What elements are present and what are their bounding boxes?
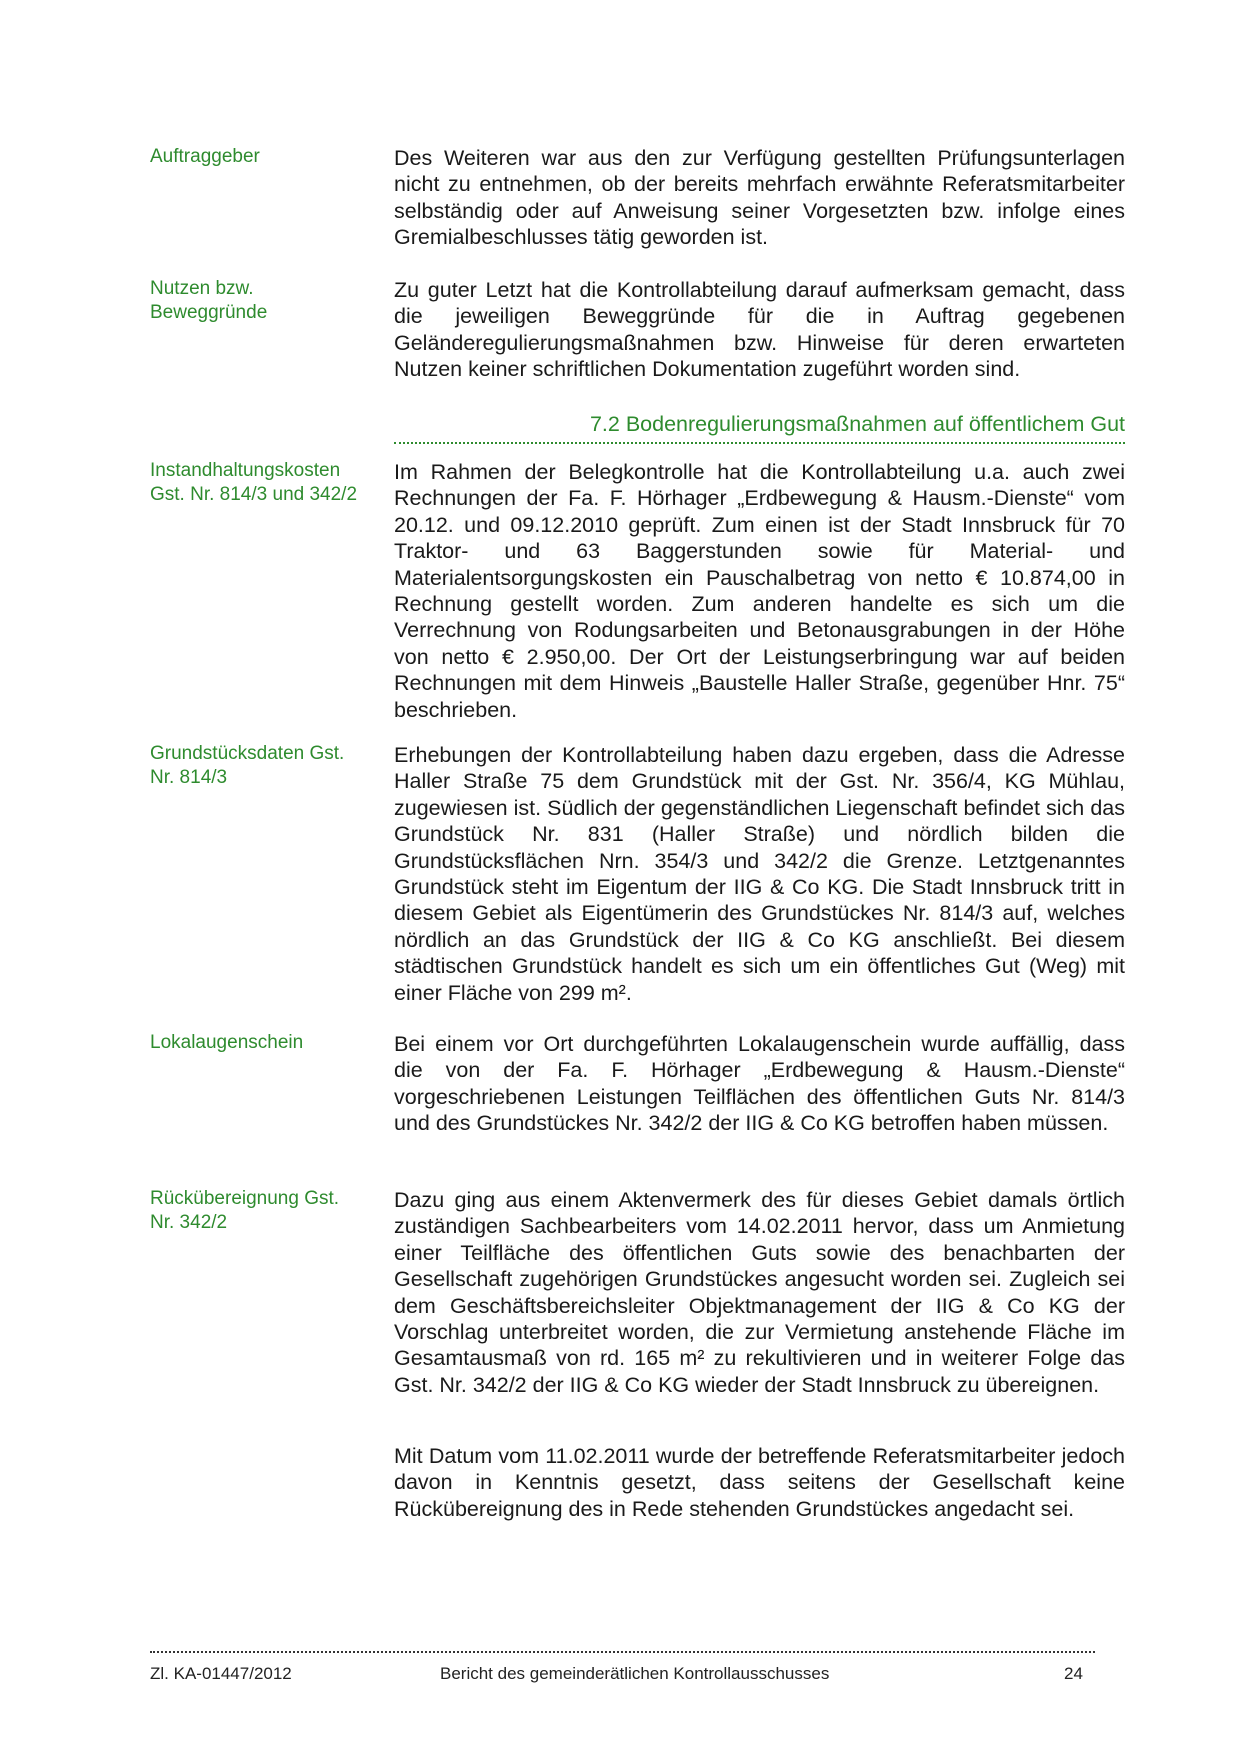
footer-title: Bericht des gemeinderätlichen Kontrollausschusses [440,1664,830,1683]
paragraph: Im Rahmen der Belegkontrolle hat die Kontrollabteilung u.a. auch zwei Rechnungen der Fa. F. Hörhager „Erdbewegung & Hausm.-Dienste“ vom 20.12. und 09.12.2010 geprüft. Zum einen ist der Stadt Innsbruck für 70 Traktor- und 63 Baggerstunden sowie für Material- und Materialentsorgungskosten ein Pauschalbetrag von netto € 10.874,00 in Rechnung gestellt worden. Zum anderen handelte es sich um die Verrechnung von Rodungsarbeiten und Betonausgrabungen in der Höhe von netto € 2.950,00. Der Ort der Leistungserbringung war auf beiden Rechnungen mit dem Hinweis „Baustelle Haller Straße, gegenüber Hnr. 75“ beschrieben. [394,460,1125,722]
page-number: 24 [1064,1664,1083,1683]
margin-label: Instandhaltungskosten Gst. Nr. 814/3 und 342/2 [150,460,358,505]
paragraph: Dazu ging aus einem Aktenvermerk des für dieses Gebiet damals örtlich zuständigen Sachbearbeiters vom 14.02.2011 hervor, dass um Anmietung einer Teilfläche des öffentlichen Guts sowie des benachbarten der Gesellschaft zugehörigen Grundstückes angesucht worden sei. Zugleich sei dem Geschäftsbereichsleiter Objektmanagement der IIG & Co KG der Vorschlag unterbreitet worden, die zur Vermietung anstehende Fläche im Gesamtausmaß von rd. 165 m² zu rekultivieren und in weiterer Folge das Gst. Nr. 342/2 der IIG & Co KG wieder der Stadt Innsbruck zu übereignen. [394,1188,1125,1397]
footer-reference: Zl. KA-01447/2012 [150,1664,292,1683]
section-heading: 7.2 Bodenregulierungsmaßnahmen auf öffentlichem Gut [394,410,1125,444]
paragraph: Erhebungen der Kontrollabteilung haben dazu ergeben, dass die Adresse Haller Straße 75 dem Grundstück mit der Gst. Nr. 356/4, KG Mühlau, zugewiesen ist. Südlich der gegenständlichen Liegenschaft befindet sich das Grundstück Nr. 831 (Haller Straße) und nördlich bilden die Grundstücksflächen Nrn. 354/3 und 342/2 die Grenze. Letztgenanntes Grundstück steht im Eigentum der IIG & Co KG. Die Stadt Innsbruck tritt in diesem Gebiet als Eigentümerin des Grundstückes Nr. 814/3 auf, welches nördlich an das Grundstück der IIG & Co KG anschließt. Bei diesem städtischen Grundstück handelt es sich um ein öffentliches Gut (Weg) mit einer Fläche von 299 m². [394,743,1125,1005]
margin-label: Lokalaugenschein [150,1032,304,1053]
paragraph: Mit Datum vom 11.02.2011 wurde der betreffende Referatsmitarbeiter jedoch davon in Kenntnis gesetzt, dass seitens der Gesellschaft keine Rückübereignung des in Rede stehenden Grundstückes angedacht sei. [394,1444,1125,1521]
margin-label: Auftraggeber [150,146,260,167]
paragraph: Des Weiteren war aus den zur Verfügung gestellten Prüfungsunterlagen nicht zu entnehmen, ob der bereits mehrfach erwähnte Referatsmitarbeiter selbständig oder auf Anweisung seiner Vorgesetzten bzw. infolge eines Gremialbeschlusses tätig geworden ist. [394,146,1125,250]
margin-label: Rückübereignung Gst. Nr. 342/2 [150,1188,340,1233]
margin-label: Nutzen bzw. Beweggründe [150,278,268,323]
paragraph: Zu guter Letzt hat die Kontrollabteilung darauf aufmerksam gemacht, dass die jeweiligen Beweggründe für die in Auftrag gegebenen Geländeregulierungsmaßnahmen bzw. Hinweise für deren erwarteten Nutzen keiner schriftlichen Dokumentation zugeführt worden sind. [394,278,1125,382]
paragraph: Bei einem vor Ort durchgeführten Lokalaugenschein wurde auffällig, dass die von der Fa. F. Hörhager „Erdbewegung & Hausm.-Dienste“ vorgeschriebenen Leistungen Teilflächen des öffentlichen Guts Nr. 814/3 und des Grundstückes Nr. 342/2 der IIG & Co KG betroffen haben müssen. [394,1032,1125,1136]
footer-divider [150,1651,1095,1653]
margin-label: Grundstücksdaten Gst. Nr. 814/3 [150,743,345,788]
